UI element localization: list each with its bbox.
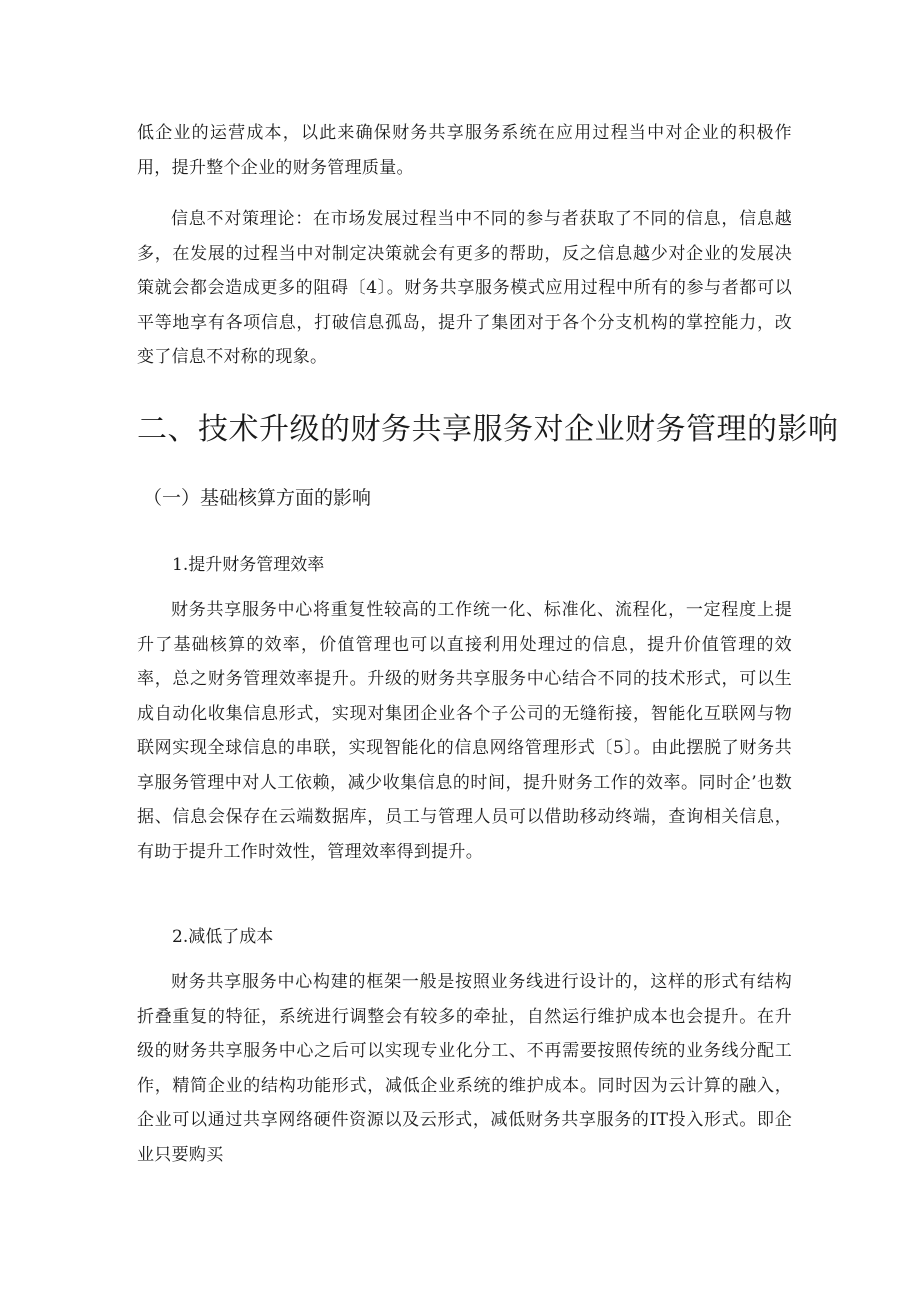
info-asymmetry-paragraph: 信息不对策理论：在市场发展过程当中不同的参与者获取了不同的信息，信息越多，在发展的过程当中对制定决策就会有更多的帮助，反之信息越少对企业的发展决策就会都会造成更多的阻碍〔4〕。财务共享服务模式应用过程中所有的参与者都可以平等地享有各项信息，打破信息孤岛，提升了集团对于各个分支机构的掌控能力，改变了信息不对称的现象。 bbox=[137, 209, 792, 367]
item1-paragraph: 财务共享服务中心将重复性较高的工作统一化、标准化、流程化，一定程度上提升了基础核算的效率，价值管理也可以直接利用处理过的信息，提升价值管理的效率，总之财务管理效率提升。升级的财务共享服务中心结合不同的技术形式，可以生成自动化收集信息形式，实现对集团企业各个子公司的无缝衔接，智能化互联网与物联网实现全球信息的串联，实现智能化的信息网络管理形式〔5〕。由此摆脱了财务共享服务管理中对人工依赖，减少收集信息的时间，提升财务工作的效率。同时企’也数据、信息会保存在云端数据库，员工与管理人员可以借助移动终端，查询相关信息，有助于提升工作时效性，管理效率得到提升。 bbox=[137, 600, 792, 862]
item1-heading: 1.提升财务管理效率 bbox=[172, 555, 325, 575]
intro-paragraph: 低企业的运营成本，以此来确保财务共享服务系统在应用过程当中对企业的积极作用，提升整个企业的财务管理质量。 bbox=[137, 123, 792, 178]
section-heading: 二、技术升级的财务共享服务对企业财务管理的影响 bbox=[137, 412, 839, 447]
item2-paragraph: 财务共享服务中心构建的框架一般是按照业务线进行设计的，这样的形式有结构折叠重复的特征，系统进行调整会有较多的牵扯，自然运行维护成本也会提升。在升级的财务共享服务中心之后可以实现专业化分工、不再需要按照传统的业务线分配工作，精简企业的结构功能形式，减低企业系统的维护成本。同时因为云计算的融入，企业可以通过共享网络硬件资源以及云形式，减低财务共享服务的IT投入形式。即企业只要购买 bbox=[137, 972, 792, 1165]
item2-heading: 2.减低了成本 bbox=[172, 927, 274, 947]
subsection-heading: （一）基础核算方面的影响 bbox=[143, 487, 372, 509]
